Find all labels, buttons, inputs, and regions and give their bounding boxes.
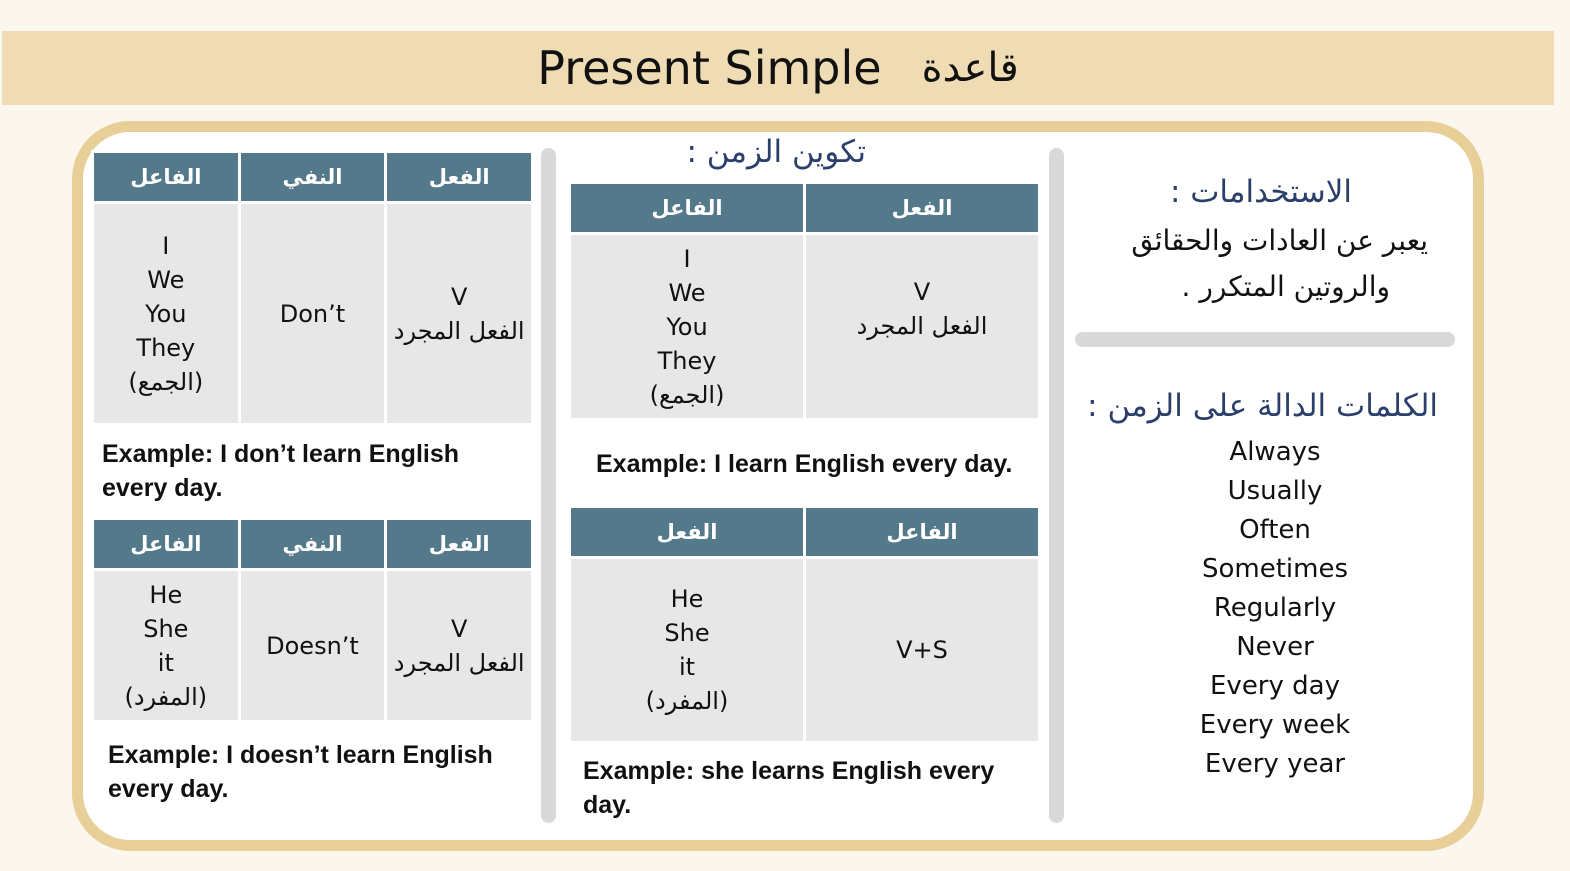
subject-item: We xyxy=(147,265,185,294)
subjects-cell xyxy=(93,570,240,722)
verb-cell xyxy=(805,234,1040,420)
page-title-arabic: قاعدة xyxy=(921,45,1019,91)
subject-item: They xyxy=(657,346,717,375)
subject-item: I xyxy=(162,231,170,260)
subject-item: it xyxy=(157,648,174,677)
column-divider-left xyxy=(541,148,556,823)
subject-item: She xyxy=(143,614,189,643)
header-verb: الفعل xyxy=(386,152,533,203)
example-line: day. xyxy=(583,791,632,819)
signal-word: Always xyxy=(1229,437,1321,467)
title-banner xyxy=(2,31,1554,105)
formation-heading: تكوين الزمن : xyxy=(686,134,866,170)
verb-note: الفعل المجرد xyxy=(856,312,988,340)
section-divider xyxy=(1075,332,1455,347)
page-title: Present Simple xyxy=(537,41,882,95)
header-negation: النفي xyxy=(239,152,386,203)
signal-word: Every week xyxy=(1199,710,1351,740)
signal-word: Never xyxy=(1236,632,1314,662)
positive-singular-table xyxy=(568,505,1041,744)
subject-item: She xyxy=(664,619,710,647)
example-negative-singular xyxy=(108,738,493,806)
uses-heading: الاستخدامات : xyxy=(1169,174,1352,210)
signal-words-heading: الكلمات الدالة على الزمن : xyxy=(1087,388,1438,424)
signal-word: Every year xyxy=(1204,749,1346,779)
example-line: Example: I doesn’t learn English xyxy=(108,741,493,769)
example-line: every day. xyxy=(102,474,223,502)
header-subject: الفاعل xyxy=(570,183,805,234)
header-verb: الفعل xyxy=(386,519,533,570)
subject-note: (المفرد) xyxy=(124,682,208,711)
uses-text xyxy=(1090,218,1428,310)
example-line: Example: I learn English every day. xyxy=(596,450,1013,478)
example-negative-plural xyxy=(102,437,459,505)
uses-line: والروتين المتكرر . xyxy=(1181,270,1390,303)
subject-item: I xyxy=(683,244,691,273)
subject-item: He xyxy=(149,580,183,609)
subject-note: (المفرد) xyxy=(645,687,729,715)
subject-note: (الجمع) xyxy=(128,367,204,396)
negation-cell: Doesn’t xyxy=(239,570,386,722)
subject-note: (الجمع) xyxy=(649,380,725,409)
verb-symbol: V xyxy=(450,614,468,643)
header-verb: الفعل xyxy=(570,507,805,558)
subjects-cell xyxy=(570,234,805,420)
signal-word: Usually xyxy=(1227,476,1323,506)
signal-word: Sometimes xyxy=(1201,554,1349,584)
verb-symbol: V xyxy=(913,278,931,306)
example-line: Example: she learns English every xyxy=(583,757,995,785)
signal-word: Regularly xyxy=(1213,593,1337,623)
subject-item: You xyxy=(145,299,187,328)
subject-item: You xyxy=(666,312,708,341)
verb-note: الفعل المجرد xyxy=(393,648,525,677)
example-positive-plural xyxy=(596,447,1012,481)
example-line: Example: I don’t learn English xyxy=(102,440,460,468)
header-verb: الفعل xyxy=(805,183,1040,234)
signal-word: Often xyxy=(1239,515,1311,545)
example-positive-singular xyxy=(583,754,994,822)
subjects-cell xyxy=(93,203,240,425)
header-subject: الفاعل xyxy=(805,507,1040,558)
header-subject: الفاعل xyxy=(93,519,240,570)
negative-singular-table xyxy=(91,517,534,723)
subject-item: it xyxy=(678,653,696,681)
verb-cell xyxy=(386,570,533,722)
uses-line: يعبر عن العادات والحقائق xyxy=(1131,224,1428,257)
positive-plural-table xyxy=(568,181,1041,421)
subjects-cell xyxy=(570,558,805,743)
subject-item: He xyxy=(670,585,704,613)
verb-cell xyxy=(386,203,533,425)
subject-item: They xyxy=(136,333,196,362)
header-negation: النفي xyxy=(239,519,386,570)
subject-item: We xyxy=(668,278,706,307)
example-line: every day. xyxy=(108,775,229,803)
verb-symbol: V xyxy=(450,282,468,311)
signal-words-list xyxy=(1145,433,1405,784)
column-divider-right xyxy=(1049,148,1064,823)
verb-note: الفعل المجرد xyxy=(393,316,525,345)
verb-cell: V+S xyxy=(805,558,1040,743)
negative-plural-table xyxy=(91,150,534,426)
header-subject: الفاعل xyxy=(93,152,240,203)
signal-word: Every day xyxy=(1210,671,1340,701)
negation-cell: Don’t xyxy=(239,203,386,425)
